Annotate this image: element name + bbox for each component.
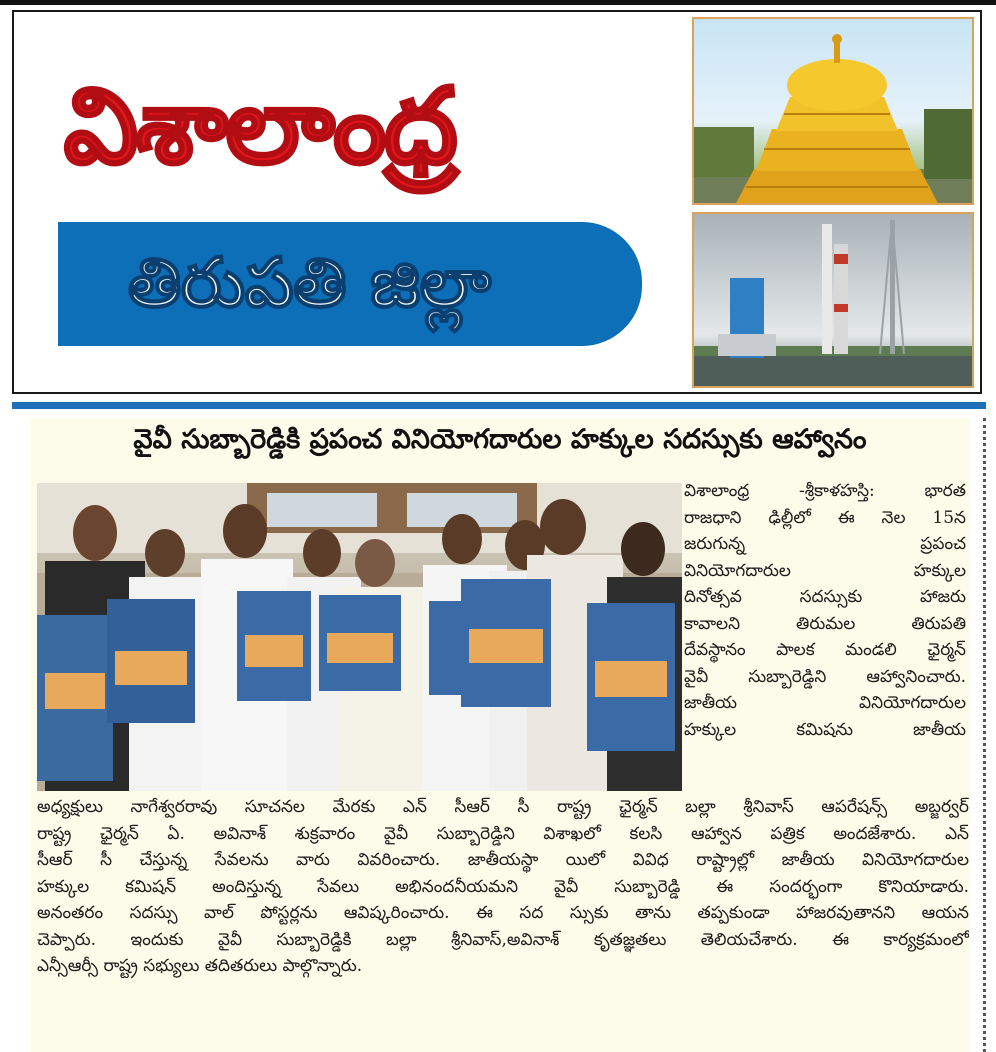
article-headline: వైవీ సుబ్బారెడ్డికి ప్రపంచ వినియోగదారుల హక్కుల సదస్సుకు ఆహ్వానం [133,424,867,455]
group-with-posters-illustration [37,483,682,791]
article-line: హక్కుల కమిషను జాతీయ [684,719,966,740]
article-line: కావాలని తిరుమల తిరుపతి [684,613,966,634]
article-body [37,794,969,980]
article-line: జరుగున్న ప్రపంచ [684,534,966,554]
article-line: దేవస్థానం పాలక మండలి ఛైర్మన్ [684,640,966,660]
article-line: విశాలాంధ్ర -శ్రీకాళహస్తి: భారత [684,481,966,501]
district-name: తిరుపతి జిల్లా [128,244,492,323]
article-line: హక్కుల కమిషన్ అందిస్తున్న సేవలు అభినందనీయమని వైవీ సుబ్బారెడ్డి ఈ సందర్భంగా కొనియాడారు. [37,876,969,897]
article-line: వినియోగదారుల హక్కుల [684,560,966,581]
rocket-illustration [694,214,974,388]
newspaper-name-logo: విశాలాంధ్ర [64,65,456,187]
top-rule [0,0,996,5]
masthead [12,10,982,394]
article-line: జాతీయ వినియోగదారుల [684,693,966,713]
temple-photo [692,17,974,205]
article-line: రాజధాని ఢిల్లీలో ఈ నెల 15న [684,507,966,528]
article-line: దినోత్సవ సదస్సుకు హాజరు [684,587,966,607]
temple-illustration [694,19,974,205]
article-line: అధ్యక్షులు నాగేశ్వరరావు సూచనల మేరకు ఎన్ సీఆర్ సీ రాష్ట్ర ఛైర్మన్ బల్లా శ్రీనివాస్ ఆపరేషన్స్ అబ్జర్వర్ [37,797,969,817]
article-line: సీఆర్ సీ చేస్తున్న సేవలను వారు వివరించారు. జాతీయస్థా యిలో వివిధ రాష్ట్రాల్లో జాతీయ వినియోగదారుల [37,850,969,870]
section-divider [12,402,986,409]
article-side-column [684,478,966,743]
rocket-launch-photo [692,212,974,388]
district-banner [58,222,642,346]
column-dotted-border [983,418,986,1052]
article-line: రాష్ట్ర ఛైర్మన్ ఏ. అవినాశ్ శుక్రవారం వైవీ సుబ్బారెడ్డిని విశాఖలో కలసి ఆహ్వాన పత్రిక అందజేశారు. ఎన్ [37,823,969,844]
article-line: ఎన్సీఆర్సీ రాష్ట్ర సభ్యులు తదితరులు పాల్గొన్నారు. [37,956,363,976]
news-photo [37,483,682,791]
article-line: చెప్పారు. ఇందుకు వైవీ సుబ్బారెడ్డికి బల్లా శ్రీనివాస్,అవినాశ్ కృతజ్ఞతలు తెలియచేశారు. ఈ కార్యక్రమంలో [37,929,969,950]
article-line: అనంతరం సదస్సు వాల్ పోస్టర్లను ఆవిష్కరించారు. ఈ సద స్సుకు తాను తప్పకుండా హాజరవుతానని ఆయన [37,903,969,923]
article-line: వైవీ సుబ్బారెడ్డిని ఆహ్వానించారు. [684,666,966,687]
